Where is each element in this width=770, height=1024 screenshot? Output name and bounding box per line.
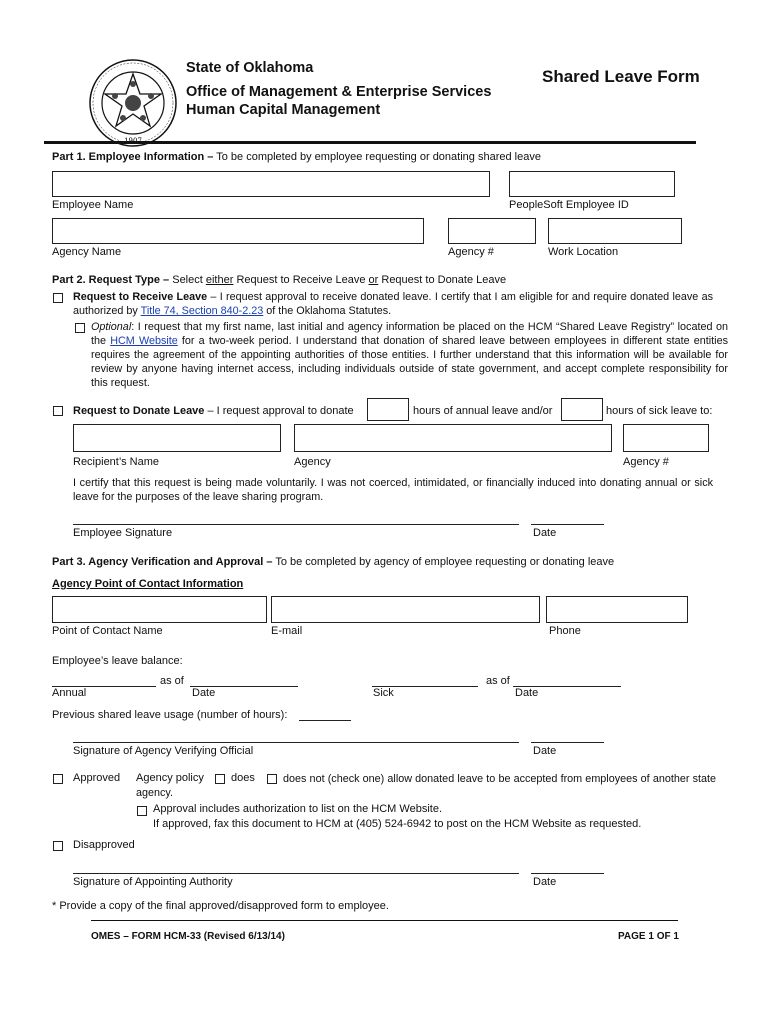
employee-signature-label: Employee Signature xyxy=(73,527,173,539)
donate-leave-text: Request to Donate Leave – I request approval to donate xyxy=(73,405,354,417)
certify-text: I certify that this request is being made voluntarily. I was not coerced, intimidated, or financially induced into donating annual or sick leave for the purposes of the leave sharing program. xyxy=(73,477,713,503)
policy-does-not-text: does not (check one) allow donated leave to be accepted from employees of another state agency. xyxy=(136,773,716,799)
annual-date-label: Date xyxy=(192,687,216,699)
annual-as-of: as of xyxy=(160,675,184,687)
agency-number-label: Agency # xyxy=(448,246,494,258)
peoplesoft-id-label: PeopleSoft Employee ID xyxy=(509,199,629,211)
hcm-website-link[interactable]: HCM Website xyxy=(110,335,178,347)
peoplesoft-id-field[interactable] xyxy=(509,171,675,197)
poc-email-field[interactable] xyxy=(271,596,540,623)
seal-year: 1907 xyxy=(124,137,142,145)
agency-signature-label: Signature of Agency Verifying Official xyxy=(73,745,254,757)
agency-line-1: State of Oklahoma xyxy=(186,60,314,76)
optional-registry-checkbox[interactable] xyxy=(75,323,85,333)
agency-line-2: Office of Management & Enterprise Services xyxy=(186,84,492,100)
poc-phone-field[interactable] xyxy=(546,596,688,623)
disapproved-checkbox[interactable] xyxy=(53,841,63,851)
form-title: Shared Leave Form xyxy=(542,67,700,86)
approved-checkbox[interactable] xyxy=(53,774,63,784)
previous-usage-line[interactable] xyxy=(299,720,351,721)
appointing-date-label: Date xyxy=(533,876,557,888)
annual-hours-field[interactable] xyxy=(367,398,409,421)
appointing-date-line[interactable] xyxy=(531,873,604,874)
appointing-signature-label: Signature of Appointing Authority xyxy=(73,876,233,888)
employee-name-label: Employee Name xyxy=(52,199,134,211)
poc-name-field[interactable] xyxy=(52,596,267,623)
agency-policy-label: Agency policy xyxy=(136,772,204,784)
employee-date-line[interactable] xyxy=(531,524,604,525)
oklahoma-seal-icon xyxy=(88,58,178,148)
annual-label: Annual xyxy=(52,687,87,699)
agency-date-line[interactable] xyxy=(531,742,604,743)
policy-does-label: does xyxy=(231,772,255,784)
agency-name-label: Agency Name xyxy=(52,246,122,258)
part3-heading: Part 3. Agency Verification and Approval – To be completed by agency of employee requesting or donating leave xyxy=(52,556,615,568)
poc-email-label: E-mail xyxy=(271,625,303,637)
part1-heading: Part 1. Employee Information – To be completed by employee requesting or donating shared leave xyxy=(52,151,541,163)
form-id: OMES – FORM HCM-33 (Revised 6/13/14) xyxy=(91,931,285,942)
header-rule xyxy=(44,141,696,144)
employee-signature-line[interactable] xyxy=(73,524,519,525)
sick-hours-label: hours of sick leave to: xyxy=(606,405,713,417)
annual-hours-label: hours of annual leave and/or xyxy=(413,405,553,417)
poc-name-label: Point of Contact Name xyxy=(52,625,163,637)
sick-label: Sick xyxy=(373,687,394,699)
receive-leave-text: Request to Receive Leave – I request approval to receive donated leave. I certify that I am eligible for and require donated leave as authorized by Title 74, Section 840-2.23 of the Oklahoma Statutes. xyxy=(73,291,713,317)
part2-heading: Part 2. Request Type – Select either Request to Receive Leave or Request to Donate Leave xyxy=(52,274,507,286)
agency-number-field[interactable] xyxy=(448,218,536,244)
poc-heading: Agency Point of Contact Information xyxy=(52,578,244,590)
previous-usage-label: Previous shared leave usage (number of hours): xyxy=(52,709,288,721)
recipient-agency-label: Agency xyxy=(294,456,331,468)
recipient-name-field[interactable] xyxy=(73,424,281,452)
agency-signature-line[interactable] xyxy=(73,742,519,743)
footer-note: * Provide a copy of the final approved/disapproved form to employee. xyxy=(52,900,389,912)
disapproved-label: Disapproved xyxy=(73,839,135,851)
fax-instructions: If approved, fax this document to HCM at (405) 524-6942 to post on the HCM Website as requested. xyxy=(153,818,642,830)
agency-date-label: Date xyxy=(533,745,557,757)
page-number: PAGE 1 OF 1 xyxy=(618,931,679,942)
sick-hours-field[interactable] xyxy=(561,398,603,421)
approved-label: Approved xyxy=(73,772,121,784)
statute-link[interactable]: Title 74, Section 840-2.23 xyxy=(140,305,264,317)
state-seal xyxy=(88,58,178,148)
sick-date-label: Date xyxy=(515,687,539,699)
agency-line-3: Human Capital Management xyxy=(186,102,381,118)
donate-leave-checkbox[interactable] xyxy=(53,406,63,416)
leave-balance-label: Employee’s leave balance: xyxy=(52,655,183,667)
recipient-agency-field[interactable] xyxy=(294,424,612,452)
work-location-label: Work Location xyxy=(548,246,619,258)
optional-registry-text: Optional: I request that my first name, last initial and agency information be placed on the HCM “Shared Leave Registry” located on the HCM Website for a two-week period. I understand that donation of shared leave between employees in different state entities requires the agreement of the appointing authorities of those entities. I further understand that this information will be available for review by anyone having internet access, including individuals outside of state government, and accept complete responsibility for this request. xyxy=(91,321,728,389)
appointing-signature-line[interactable] xyxy=(73,873,519,874)
poc-phone-label: Phone xyxy=(549,625,581,637)
recipient-agency-number-field[interactable] xyxy=(623,424,709,452)
hcm-website-authorization-checkbox[interactable] xyxy=(137,806,147,816)
recipient-agency-number-label: Agency # xyxy=(623,456,669,468)
work-location-field[interactable] xyxy=(548,218,682,244)
footer-rule xyxy=(91,920,678,921)
employee-name-field[interactable] xyxy=(52,171,490,197)
employee-date-label: Date xyxy=(533,527,557,539)
hcm-website-authorization-label: Approval includes authorization to list on the HCM Website. xyxy=(153,803,442,815)
sick-as-of: as of xyxy=(486,675,510,687)
agency-name-field[interactable] xyxy=(52,218,424,244)
receive-leave-checkbox[interactable] xyxy=(53,293,63,303)
recipient-name-label: Recipient’s Name xyxy=(73,456,160,468)
